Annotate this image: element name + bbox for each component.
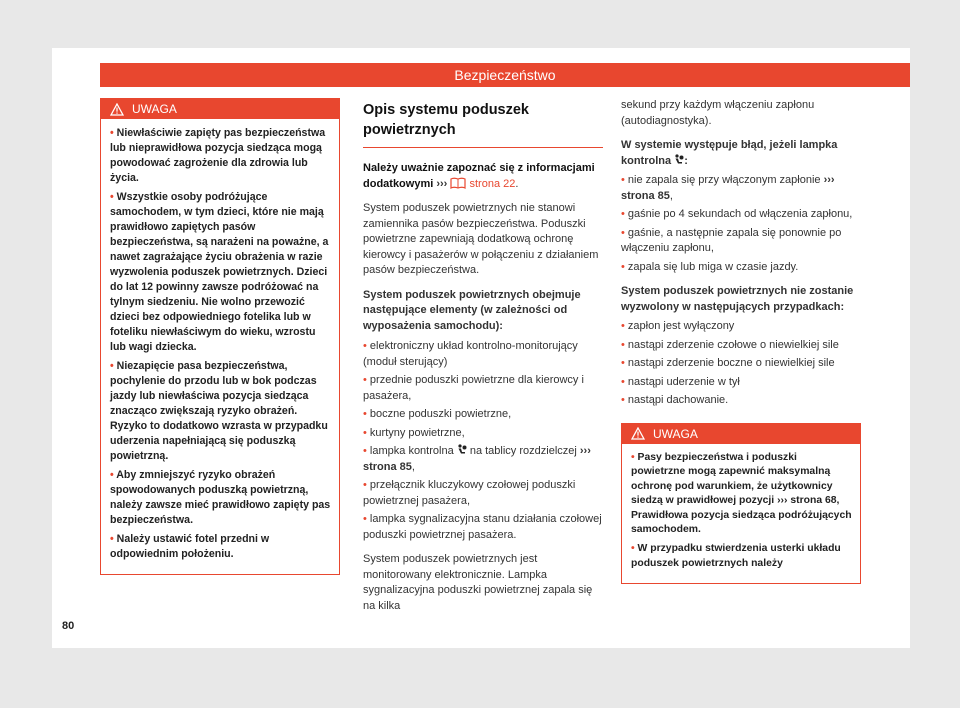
section-title: Opis systemu poduszek powietrznych xyxy=(363,100,603,148)
list-item: • nie zapala się przy włączonym zapłonie ››› strona 85, xyxy=(621,174,835,202)
page-header: Bezpieczeństwo xyxy=(100,63,910,87)
warning-title: UWAGA xyxy=(132,102,177,116)
paragraph: sekund przy każdym włączeniu zapłonu (autodiagnostyka). xyxy=(621,99,815,127)
warning-box-left xyxy=(100,98,340,575)
warning-item: • Należy ustawić fotel przedni w odpowiednim położeniu. xyxy=(110,533,270,560)
paragraph: System poduszek powietrznych jest monitorowany elektronicznie. Lampka sygnalizacyjna poduszki powietrznej zapala się na kilka xyxy=(363,553,593,612)
warning-item: • Pasy bezpieczeństwa i poduszki powietrzne mogą zapewnić maksymalną ochronę pod warunkiem, że użytkownicy siedzą w prawidłowej pozycji ››› strona 68, Prawidłowa pozycja siedząca podróżujących samochodem. xyxy=(631,451,852,536)
list-item: • boczne poduszki powietrzne, xyxy=(363,408,512,420)
list-item: • nastąpi dachowanie. xyxy=(621,394,729,406)
warning-item: • Aby zmniejszyć ryzyko obrażeń spowodowanych poduszką powietrzną, należy zawsze mieć prawidłowo zapięty pas bezpieczeństwa. xyxy=(110,469,331,526)
list-item: • lampka kontrolna na tablicy rozdzielczej ››› strona 85, xyxy=(363,445,591,473)
intro-paragraph: Należy uważnie zapoznać się z informacjami dodatkowymi ››› strona 22. xyxy=(363,162,595,190)
warning-body xyxy=(622,444,860,584)
list-item: • przełącznik kluczykowy czołowej poduszki powietrznej pasażera, xyxy=(363,479,576,507)
book-icon xyxy=(450,177,466,189)
subheading: System poduszek powietrznych obejmuje następujące elementy (w zależności od wyposażenia samochodu): xyxy=(363,288,581,332)
warning-title: UWAGA xyxy=(653,426,698,441)
list-item: • zapłon jest wyłączony xyxy=(621,320,735,332)
list-item: • nastąpi zderzenie boczne o niewielkiej sile xyxy=(621,357,835,369)
warning-header xyxy=(101,99,339,119)
list-item: • kurtyny powietrzne, xyxy=(363,426,465,439)
list-item: • elektroniczny układ kontrolno-monitorujący (moduł sterujący) xyxy=(363,340,578,368)
page-number: 80 xyxy=(62,620,75,632)
list-item: • gaśnie po 4 sekundach od włączenia zapłonu, xyxy=(621,208,853,220)
warning-item: • Niezapięcie pasa bezpieczeństwa, pochylenie do przodu lub w bok podczas jazdy lub niewłaściwa pozycja siedząca znacząco zwiększają ryzyko obrażeń. Ryzyko to dodatkowo wzrasta w przypadku uderzenia napełniającą się poduszką powietrzną. xyxy=(110,360,328,462)
warning-item: • Niewłaściwie zapięty pas bezpieczeństwa lub nieprawidłowa pozycja siedząca mogą powodować zagrożenie dla zdrowia lub życia. xyxy=(110,127,326,184)
right-column xyxy=(621,98,861,584)
subheading: W systemie występuje błąd, jeżeli lampka kontrolna : xyxy=(621,139,838,167)
manual-page xyxy=(52,48,910,648)
warning-item: • Wszystkie osoby podróżujące samochodem, w tym dzieci, które nie mają prawidłowo zapiętych pasów bezpieczeństwa, są narażeni na poważne, a nawet zagrażające życiu obrażenia w razie wyzwolenia poduszek powietrznych. Dzieci do lat 12 powinny zawsze podróżować na tylnym siedzeniu. Nie wolno przewozić dzieci bez odpowiedniego fotelika lub w foteliku niewłaściwym do wieku, wzrostu lub wagi dziecka. xyxy=(110,191,329,353)
list-item: • zapala się lub miga w czasie jazdy. xyxy=(621,260,799,273)
list-item: • nastąpi zderzenie czołowe o niewielkiej sile xyxy=(621,338,839,351)
page-link[interactable]: ››› strona 85 xyxy=(621,174,835,202)
airbag-lamp-icon xyxy=(457,444,467,455)
list-item: • gaśnie, a następnie zapala się ponownie po włączeniu zapłonu, xyxy=(621,226,842,254)
warning-box-right xyxy=(621,423,861,585)
list-item: • lampka sygnalizacyjna stanu działania czołowej poduszki powietrznej pasażera. xyxy=(363,513,602,541)
warning-triangle-icon xyxy=(631,427,645,440)
warning-header xyxy=(622,424,860,444)
paragraph: System poduszek powietrznych nie stanowi zamiennika pasów bezpieczeństwa. Poduszki powietrzne zapewniają dodatkową ochronę kierowcy i pasażerów w połączeniu z działaniem pasów bezpieczeństwa. xyxy=(363,202,599,276)
airbag-lamp-icon xyxy=(674,154,684,165)
warning-triangle-icon xyxy=(110,103,124,116)
list-item: • nastąpi uderzenie w tył xyxy=(621,375,740,388)
page-link[interactable]: ››› strona 68, Prawidłowa pozycja siedząca podróżujących samochodem xyxy=(631,495,852,536)
subheading: System poduszek powietrznych nie zostanie wyzwolony w następujących przypadkach: xyxy=(621,285,854,313)
warning-item: • W przypadku stwierdzenia usterki układu poduszek powietrznych należy xyxy=(631,543,841,569)
list-item: • przednie poduszki powietrzne dla kierowcy i pasażera, xyxy=(363,374,584,402)
page-link[interactable]: ››› strona 85 xyxy=(363,445,591,473)
warning-body xyxy=(101,119,339,574)
middle-column xyxy=(363,100,603,614)
page-link[interactable]: strona 22 xyxy=(469,177,516,190)
